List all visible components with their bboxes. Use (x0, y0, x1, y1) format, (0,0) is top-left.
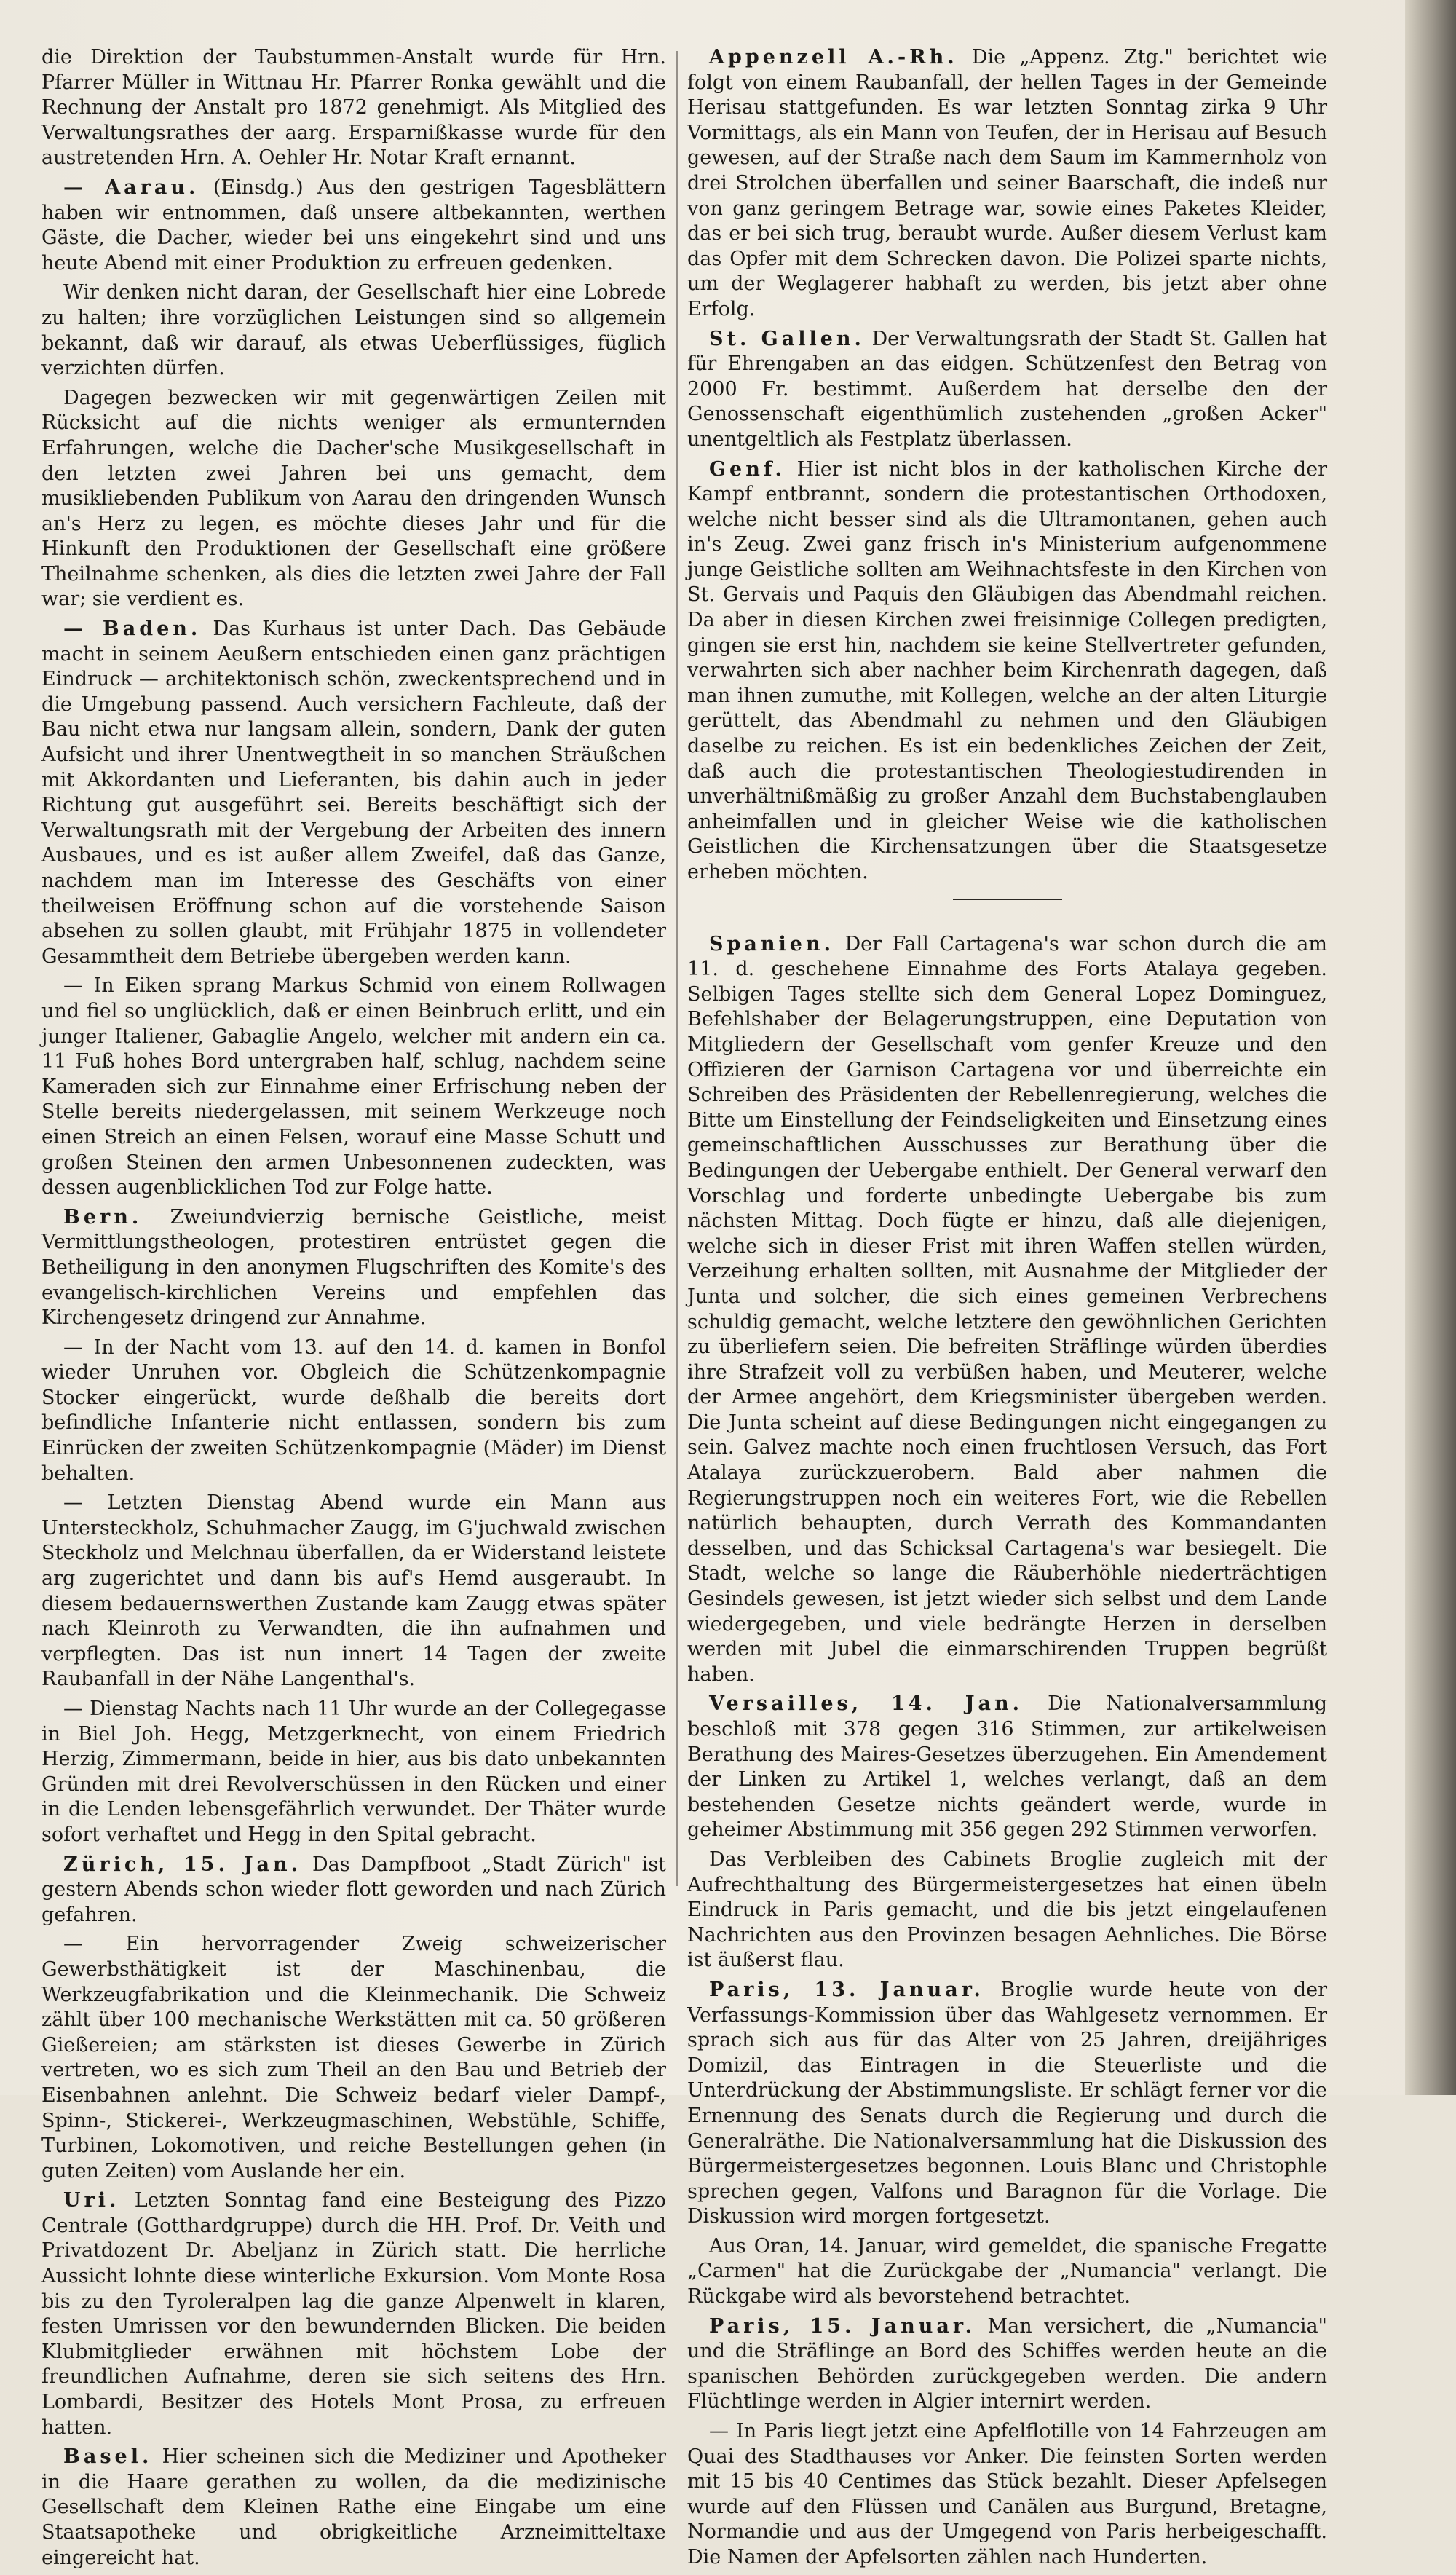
article-biel (41, 1697, 666, 1848)
article-paris-13 (687, 1978, 1327, 2230)
article-text: Hier ist nicht blos in der katholischen Kirche der Kampf entbrannt, sondern die protestantischen Orthodoxen, welche nicht besser sind als die Ultramontanen, gehen auch in's Zeug. Zwei ganz frisch in's Ministerium aufgenommene junge Geistliche sollten am Weihnachtsfeste in den Kirchen von St. Gervais und Paquis den Gläubigen das Abendmahl reichen. Da aber in diesen Kirchen zwei freisinnige Collegen predigten, gingen sie erst hin, nachdem sie keine Stellvertreter gefunden, verwahrten sich aber nachher beim Kirchenrath dagegen, daß man ihnen zumuthe, mit Kollegen, welche an der alten Liturgie gerüttelt, das Abendmahl zu nehmen und den Gläubigen daselbe zu reichen. Es ist ein bedenkliches Zeichen der Zeit, daß auch die protestantischen Theologiestudirenden in unverhältnißmäßig zu großer Anzahl dem Buchstabenglauben anheimfallen und in gleicher Weise wie die katholischen Geistlichen die Kirchensatzungen über die Staatsgesetze erheben möchten. (687, 457, 1327, 883)
article-zaugg (41, 1491, 666, 1692)
right-column (687, 45, 1327, 2575)
article-aarau-2 (41, 280, 666, 381)
article-text: — In der Nacht vom 13. auf den 14. d. kamen in Bonfol wieder Unruhen vor. Obgleich die Schützenkompagnie Stocker eingerückt, wurde deßhalb die bereits dort befindliche Infanterie nicht entlassen, sondern bis zum Einrücken der zweiten Schützenkompagnie (Mäder) im Dienst behalten. (41, 1336, 666, 1485)
article-text: — In Paris liegt jetzt eine Apfelflotille von 14 Fahrzeugen am Quai des Stadthauses vor Anker. Die feinsten Sorten werden mit 15 bis 40 Centimes das Stück bezahlt. Dieser Apfelsegen wurde auf den Flüssen und Canälen aus Burgund, Bretagne, Normandie und aus der Umgegend von Paris herbeigeschafft. Die Namen der Apfelsorten zählen nach Hunderten. (687, 2420, 1327, 2568)
article-text: Hier scheinen sich die Mediziner und Apotheker in die Haare gerathen zu wollen, da die medizinische Gesellschaft dem Kleinen Rathe eine Eingabe um eine Staatsapotheke und obrigkeitliche Arzneimitteltaxe eingereicht hat. (41, 2445, 666, 2569)
article-place: Basel. (63, 2445, 153, 2469)
article-text: — In Eiken sprang Markus Schmid von einem Rollwagen und fiel so unglücklich, daß er einen Beinbruch erlitt, und ein junger Italiener, Gabaglie Angelo, welcher mit andern ein ca. 11 Fuß hohes Bord untergraben half, schlug, nachdem seine Kameraden sich zur Einnahme einer Erfrischung neben der Stelle bereits niedergelassen, mit seinem Werkzeuge noch einen Streich an einen Felsen, worauf eine Masse Schutt und großen Steinen den armen Unbesonnenen zudeckten, was dessen augenblicklichen Tod zur Folge hatte. (41, 974, 666, 1199)
article-text: Das Kurhaus ist unter Dach. Das Gebäude macht in seinem Aeußern entschieden einen ganz prächtigen Eindruck — architektonisch schön, zweckentsprechend und in die Umgebung passend. Auch versichern Fachleute, daß der Bau nicht etwa nur langsam allein, sondern, Dank der guten Aufsicht und ihrer Unentwegtheit in so manchen Sträußchen mit Akkordanten und Lieferanten, bis dahin auch in jeder Richtung gut ausgeführt sei. Bereits beschäftigt sich der Verwaltungsrath mit der Vergebung der Arbeiten des innern Ausbaues, und es ist außer allem Zweifel, daß das Ganze, nachdem man im Interesse des Geschäfts von einer theilweisen Eröffnung schon auf die vorstehende Saison absehen zu sollen glaubt, mit Frühjahr 1875 in vollendeter Gesammtheit dem Betriebe übergeben werden kann. (41, 618, 666, 968)
article-versailles (687, 1692, 1327, 1843)
article-paris-15 (687, 2314, 1327, 2415)
article-place: Versailles, 14. Jan. (709, 1692, 1024, 1716)
article-stgallen (687, 327, 1327, 453)
article-text: — Dienstag Nachts nach 11 Uhr wurde an der Collegegasse in Biel Joh. Hegg, Metzgerknecht, von einem Friedrich Herzig, Zimmermann, beide in hier, aus bis dato unbekannten Gründen mit drei Revolverschüssen in den Rücken und einer in die Lenden lebensgefährlich verwundet. Der Thäter wurde sofort verhaftet und Hegg in den Spital gebracht. (41, 1697, 666, 1846)
article-oran (687, 2234, 1327, 2310)
article-text: Broglie wurde heute von der Verfassungs-Kommission über das Wahlgesetz vernommen. Er sprach sich aus für das Alter von 25 Jahren, dreijähriges Domizil, das Eintragen in die Steuerliste und die Unterdrückung der Abstimmungsliste. Er schlägt ferner vor die Ernennung des Senats durch die Regierung und durch die Generalräthe. Die Nationalversammlung hat die Diskussion des Bürgermeistergesetzes begonnen. Louis Blanc und Christophle sprechen gegen, Valfons und Baragnon für die Vorlage. Die Diskussion wird morgen fortgesetzt. (687, 1978, 1328, 2228)
article-text: Die „Appenz. Ztg." berichtet wie folgt von einem Raubanfall, der hellen Tages in der Gemeinde Herisau stattgefunden. Es war letzten Sonntag zirka 9 Uhr Vormittags, als ein Mann von Teufen, der in Herisau auf Besuch gewesen, auf der Straße nach dem Saum im Kammernholz von drei Strolchen überfallen und seiner Baarschaft, die indeß nur von ganz geringem Betrage war, sowie eines Paketes Kleider, das er bei sich trug, beraubt wurde. Außer diesem Verlust kam das Opfer mit dem Schrecken davon. Die Polizei sparte nichts, um der Weglagerer habhaft zu werden, bis jetzt aber ohne Erfolg. (687, 46, 1327, 320)
article-genf (687, 457, 1327, 886)
article-aepfel (687, 2419, 1327, 2571)
article-text: Zweiundvierzig bernische Geistliche, meist Vermittlungstheologen, protestiren entrüstet gegen die Betheiligung in den anonymen Flugschriften des Komite's des evangelisch-kirchlichen Vereins und empfehlen das Kirchengesetz dringend zur Annahme. (41, 1205, 667, 1330)
article-aarau-3 (41, 386, 666, 612)
section-rule (953, 899, 1062, 900)
article-place: Zürich, 15. Jan. (63, 1853, 302, 1876)
article-place: Uri. (63, 2189, 120, 2212)
article-versailles-2 (687, 1848, 1327, 1973)
article-aarau (41, 176, 666, 276)
article-place: — Baden. (63, 618, 202, 641)
article-basel (41, 2445, 666, 2571)
article-zuerich-2 (41, 1932, 666, 2184)
article-bern (41, 1205, 666, 1331)
article-baden (41, 617, 666, 969)
article-text: — Letzten Dienstag Abend wurde ein Mann aus Untersteckholz, Schuhmacher Zaugg, im G'juchwald zwischen Steckholz und Melchnau überfallen, da er Widerstand leistete arg zugerichtet und dann bis auf's Hemd ausgeraubt. In diesem bedauernswerthen Zustande kam Zaugg etwas später nach Kleinroth zu Verwandten, die ihn aufnahmen und verpflegten. Das ist nun innert 14 Tagen der zweite Raubanfall in der Nähe Langenthal's. (41, 1491, 666, 1691)
article-text: Letzten Sonntag fand eine Besteigung des Pizzo Centrale (Gotthardgruppe) durch die HH. Prof. Dr. Veith und Privatdozent Dr. Abeljanz in Zürich statt. Die herrliche Aussicht lohnte diese winterliche Exkursion. Vom Monte Rosa bis zu den Tyroleralpen lag die ganze Alpenwelt in klaren, festen Umrissen vor den bewundernden Blicken. Die beiden Klubmitglieder erwähnen mit höchstem Lobe der freundlichen Aufnahme, deren sie sich seitens des Hrn. Lombardi, Besitzer des Hotels Mont Prosa, zu erfreuen hatten. (41, 2189, 666, 2439)
article-place: Paris, 13. Januar. (709, 1978, 984, 2001)
article-text: — Ein hervorragender Zweig schweizerischer Gewerbsthätigkeit ist der Maschinenbau, die Werkzeugfabrikation und die Kleinmechanik. Die Schweiz zählt über 100 mechanische Werkstätten mit ca. 50 größeren Gießereien; am stärksten ist dieses Gewerbe in Zürich vertreten, wo es sich zum Theil an den Bau und Betrieb der Eisenbahnen anlehnt. Die Schweiz bedarf vieler Dampf-, Spinn-, Stickerei-, Werkzeugmaschinen, Webstühle, Schiffe, Turbinen, Lokomotiven, und reiche Bestellungen gehen (in guten Zeiten) vom Auslande her ein. (41, 1933, 666, 2182)
article-text: die Direktion der Taubstummen-Anstalt wurde für Hrn. Pfarrer Müller in Wittnau Hr. Pfarrer Ronka gewählt und die Rechnung der Anstalt pro 1872 genehmigt. Als Mitglied des Verwaltungsrathes der aarg. Ersparnißkasse wurde für den austretenden Hrn. A. Oehler Hr. Notar Kraft ernannt. (41, 46, 666, 170)
article-text: Das Dampfboot „Stadt Zürich" ist gestern Abends schon wieder flott geworden und nach Zürich gefahren. (41, 1853, 666, 1926)
article-text: Das Verbleiben des Cabinets Broglie zugleich mit der Aufrechthaltung des Bürgermeistergesetzes hat einen übeln Eindruck in Paris gemacht, und die bis jetzt eingelaufenen Nachrichten aus den Provinzen besagen Aehnliches. Die Börse ist äußerst flau. (687, 1848, 1327, 1972)
article-bonfol (41, 1336, 666, 1487)
article-place: St. Gallen. (709, 327, 865, 350)
article-text: Die Nationalversammlung beschloß mit 378 gegen 316 Stimmen, zur artikelweisen Berathung des Maires-Gesetzes überzugehen. Ein Amendement der Linken zu Artikel 1, welches verlangt, daß an dem bestehenden Gesetze nichts geändert werde, wurde in geheimer Abstimmung mit 356 gegen 292 Stimmen verworfen. (687, 1692, 1327, 1842)
column-divider (676, 51, 678, 1886)
article-text: Aus Oran, 14. Januar, wird gemeldet, die spanische Fregatte „Carmen" hat die Zurückgabe der „Numancia" verlangt. Die Rückgabe wird als bevorstehend betrachtet. (687, 2234, 1327, 2308)
article-text: Man versichert, die „Numancia" und die Sträflinge an Bord des Schiffes werden heute an die spanischen Behörden zurückgegeben werden. Die andern Flüchtlinge werden in Algier internirt werden. (687, 2314, 1327, 2413)
article-place: Bern. (63, 1205, 143, 1229)
article-appenzell (687, 45, 1327, 323)
article-text: Wir denken nicht daran, der Gesellschaft hier eine Lobrede zu halten; ihre vorzüglichen Leistungen sind so allgemein bekannt, daß wir darauf, als etwas Ueberflüssiges, füglich verzichten dürfen. (41, 281, 666, 380)
article-place: Paris, 15. Januar. (709, 2314, 976, 2338)
article-eiken (41, 974, 666, 1200)
article-place: — Aarau. (63, 176, 199, 199)
article-spanien (687, 932, 1327, 1688)
left-column (41, 45, 666, 2575)
article-place: Appenzell A.-Rh. (709, 46, 958, 68)
article-text: Dagegen bezwecken wir mit gegenwärtigen Zeilen mit Rücksicht auf die nichts weniger als ermunternden Erfahrungen, welche die Dacher'sche Musikgesellschaft in den letzten zwei Jahren bei uns gemacht, dem musikliebenden Publikum von Aarau den dringenden Wunsch an's Herz zu legen, es möchte dieses Jahr und für die Hinkunft den Produktionen der Gesellschaft eine größere Theilnahme schenken, als dies die letzten zwei Jahre der Fall war; sie verdient es. (41, 386, 666, 611)
article-text: Der Verwaltungsrath der Stadt St. Gallen hat für Ehrengaben an das eidgen. Schützenfest den Betrag von 2000 Fr. bestimmt. Außerdem hat derselbe den der Genossenschaft eigenthümlich zustehenden „großen Acker" unentgeltlich als Festplatz überlassen. (687, 327, 1327, 451)
article-place: Spanien. (709, 932, 834, 955)
article-place: Genf. (709, 457, 786, 481)
article-text: Der Fall Cartagena's war schon durch die am 11. d. geschehene Einnahme des Forts Atalaya gegeben. Selbigen Tages stellte sich dem General Lopez Dominguez, Befehlshaber der Belagerungstruppen, eine Deputation von Mitgliedern der Gesellschaft vom genfer Kreuze und den Offizieren der Garnison Cartagena vor und überreichte ein Schreiben des Präsidenten der Rebellenregierung, welches die Bitte um Einstellung der Feindseligkeiten und Einsetzung eines gemeinschaftlichen Ausschusses zur Berathung über die Bedingungen der Uebergabe enthielt. Der General verwarf den Vorschlag und forderte unbedingte Uebergabe bis zum nächsten Mittag. Doch fügte er hinzu, daß alle diejenigen, welche sich in dieser Frist mit ihren Waffen stellen würden, Verzeihung erhalten sollten, mit Ausnahme der Mitglieder der Junta und solcher, die sich eines gemeinen Verbrechens schuldig gemacht, welche letztere den gewöhnlichen Gerichten zu überliefern seien. Die befreiten Sträflinge würden überdies ihre Strafzeit voll zu verbüßen haben, und Meuterer, welche der Armee angehört, dem Kriegsminister übergeben werden. Die Junta scheint auf diese Bedingungen nicht eingegangen zu sein. Galvez machte noch einen fruchtlosen Versuch, das Fort Atalaya zurückzuerobern. Bald aber nahmen die Regierungstruppen noch ein weiteres Fort, wie die Rebellen natürlich behaupten, durch Verrath des Kommandanten desselben, und das Schicksal Cartagena's war besiegelt. Die Stadt, welche so lange die Räuberhöhle niederträchtigen Gesindels gewesen, ist jetzt wieder sich selbst und dem Lande wiedergegeben, und viele bedrängte Herzen in derselben werden mit Jubel die einmarschirenden Truppen begrüßt haben. (687, 932, 1327, 1686)
article-zuerich (41, 1853, 666, 1928)
article-text: (Einsdg.) Aus den gestrigen Tagesblättern haben wir entnommen, daß unsere altbekannten, werthen Gäste, die Dacher, wieder bei uns eingekehrt sind und uns heute Abend mit einer Produktion zu erfreuen gedenken. (41, 176, 667, 275)
article-uri (41, 2188, 666, 2440)
article-taubstummen (41, 45, 666, 171)
page-edge-shadow (1405, 0, 1456, 2095)
